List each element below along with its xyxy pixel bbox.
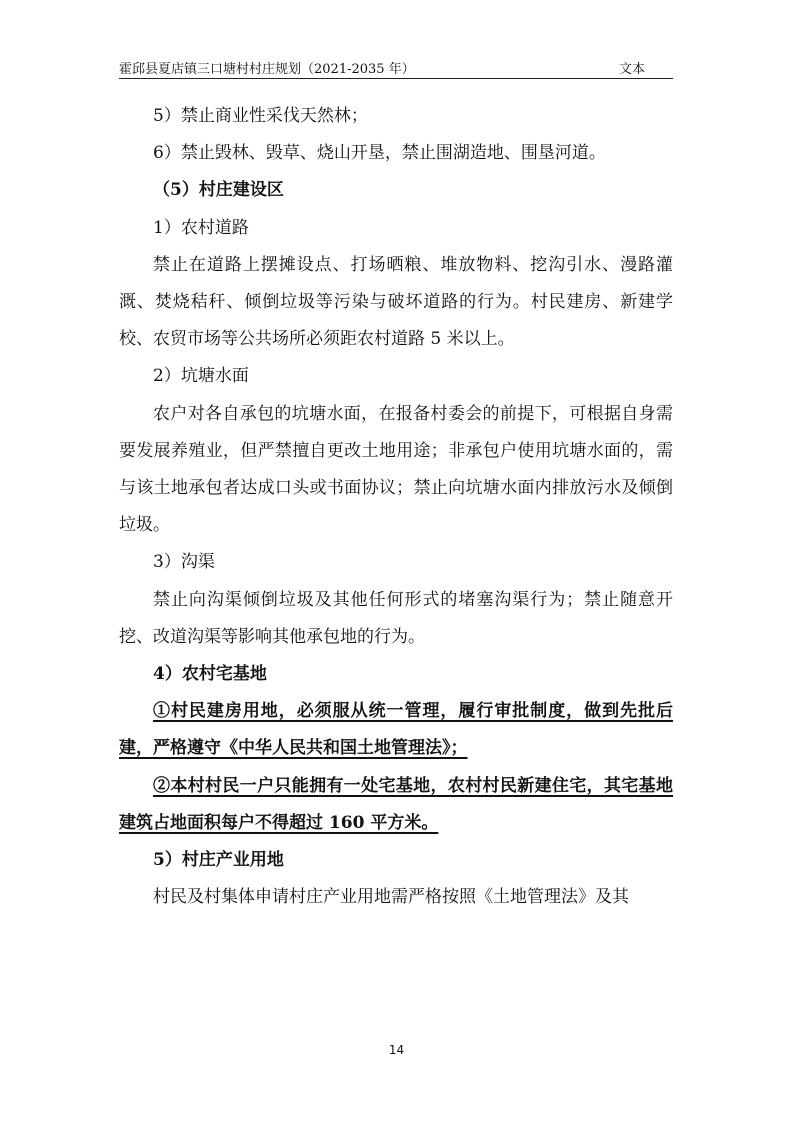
paragraph-homestead-rule-2: ②本村村民一户只能拥有一处宅基地，农村村民新建住宅，其宅基地建筑占地面积每户不得超过 160 平方米。 — [119, 775, 673, 833]
paragraph-item-6: 6）禁止毁林、毁草、烧山开垦，禁止围湖造地、围垦河道。 — [153, 143, 606, 164]
subheading-homestead: 4）农村宅基地 — [153, 664, 267, 685]
paragraph-homestead-rule-1: ①村民建房用地，必须服从统一管理，履行审批制度，做到先批后建，严格遵守《中华人民共和国土地管理法》； — [119, 701, 673, 759]
document-body — [119, 98, 673, 916]
page-header — [119, 56, 673, 79]
document-title: 霍邱县夏店镇三口塘村村庄规划（2021-2035 年） — [119, 62, 415, 77]
paragraph-item-5: 5）禁止商业性采伐天然林； — [153, 106, 368, 126]
page-number: 14 — [388, 1043, 405, 1057]
document-type-label: 文本 — [618, 62, 645, 77]
subheading-ponds: 2）坑塘水面 — [153, 366, 249, 387]
subheading-ditches: 3）沟渠 — [153, 552, 215, 573]
paragraph-industry-land: 村民及村集体申请村庄产业用地需严格按照《土地管理法》及其 — [153, 887, 629, 908]
paragraph-rural-roads: 禁止在道路上摆摊设点、打场晒粮、堆放物料、挖沟引水、漫路灌溉、焚烧秸秆、倾倒垃圾等污染与破坏道路的行为。村民建房、新建学校、农贸市场等公共场所必须距农村道路 5 米以上。 — [119, 254, 673, 350]
subheading-rural-roads: 1）农村道路 — [153, 217, 249, 238]
subheading-industry-land: 5）村庄产业用地 — [153, 850, 284, 871]
paragraph-ponds: 农户对各自承包的坑塘水面，在报备村委会的前提下，可根据自身需要发展养殖业，但严禁擅自更改土地用途；非承包户使用坑塘水面的，需与该土地承包者达成口头或书面协议；禁止向坑塘水面内排放污水及倾倒垃圾。 — [119, 403, 673, 536]
paragraph-ditches: 禁止向沟渠倾倒垃圾及其他任何形式的堵塞沟渠行为；禁止随意开挖、改道沟渠等影响其他承包地的行为。 — [119, 589, 673, 647]
section-heading-village-construction: （5）村庄建设区 — [153, 180, 284, 201]
